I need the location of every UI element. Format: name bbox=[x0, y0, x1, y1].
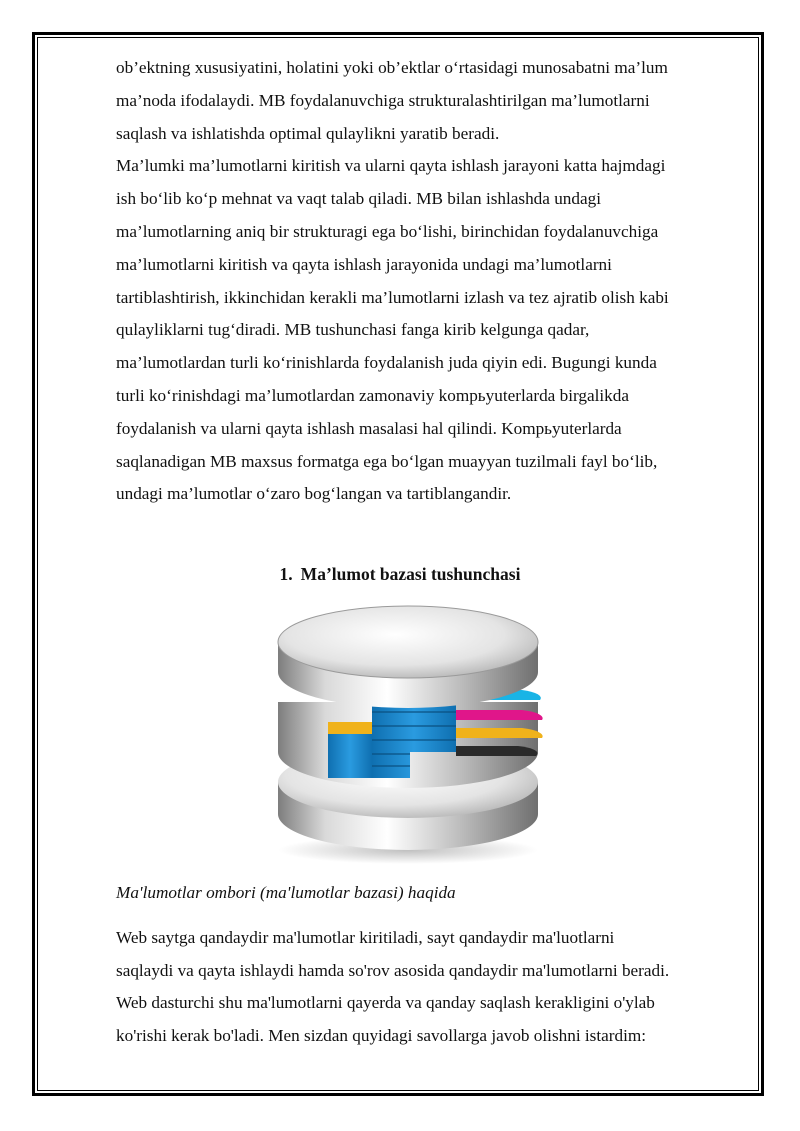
text-line: foydalanish va ularni qayta ishlash masalasi hal qilindi. Kompьyuterlarda bbox=[116, 418, 622, 438]
text-line: saqlanadigan MB maxsus formatga ega bo‘lgan muayyan tuzilmali fayl bo‘lib, bbox=[116, 451, 658, 471]
text-line: Ma’lumki ma’lumotlarni kiritish va ularni qayta ishlash jarayoni katta hajmdagi bbox=[116, 156, 666, 176]
text-line: ma’lumotlardan turli ko‘rinishlarda foydalanish juda qiyin edi. Bugungi kunda bbox=[116, 353, 657, 373]
section-heading bbox=[0, 560, 800, 588]
text-line: turli ko‘rinishdagi ma’lumotlardan zamonaviy kompьyuterlarda birgalikda bbox=[116, 385, 629, 405]
text-line: qulayliklarni tug‘diradi. MB tushunchasi fanga kirib kelgunga qadar, bbox=[116, 320, 590, 340]
paragraph-2 bbox=[116, 922, 736, 1052]
text-line: ob’ektning xususiyatini, holatini yoki ob’ektlar o‘rtasidagi munosabatni ma’lum bbox=[116, 58, 668, 77]
text-line: ma’lumotlarning aniq bir strukturagi ega bo‘lishi, birinchidan foydalanuvchiga bbox=[116, 221, 659, 241]
text-line: saqlaydi va qayta ishlaydi hamda so'rov asosida qandaydir ma'lumotlarni beradi. bbox=[116, 960, 670, 980]
figure-caption: Ma'lumotlar ombori (ma'lumotlar bazasi) haqida bbox=[116, 883, 456, 902]
text-line: Web dasturchi shu ma'lumotlarni qayerda va qanday saqlash kerakligini o'ylab bbox=[116, 993, 655, 1013]
database-icon bbox=[260, 602, 570, 864]
text-line: Web saytga qandaydir ma'lumotlar kiritiladi, sayt qandaydir ma'luotlarni bbox=[116, 928, 615, 947]
paragraph-1 bbox=[116, 52, 736, 511]
text-line: ma’lumotlarni kiritish va qayta ishlash jarayonida undagi ma’lumotlarni bbox=[116, 254, 612, 274]
text-line: undagi ma’lumotlar o‘zaro bog‘langan va tartiblangandir. bbox=[116, 484, 512, 504]
text-line: tartiblashtirish, ikkinchidan kerakli ma’lumotlarni izlash va tez ajratib olish kabi bbox=[116, 287, 669, 307]
section-number: 1. bbox=[279, 564, 293, 584]
text-line: saqlash va ishlatishda optimal qulaylikni yaratib beradi. bbox=[116, 123, 500, 143]
text-line: ish bo‘lib ko‘p mehnat va vaqt talab qiladi. MB bilan ishlashda undagi bbox=[116, 189, 601, 209]
text-line: ma’noda ifodalaydi. MB foydalanuvchiga strukturalashtirilgan ma’lumotlarni bbox=[116, 90, 650, 110]
document-body bbox=[116, 52, 736, 511]
text-line: ko'rishi kerak bo'ladi. Men sizdan quyidagi savollarga javob olishni istardim: bbox=[116, 1025, 647, 1045]
section-title: Ma’lumot bazasi tushunchasi bbox=[300, 564, 521, 584]
